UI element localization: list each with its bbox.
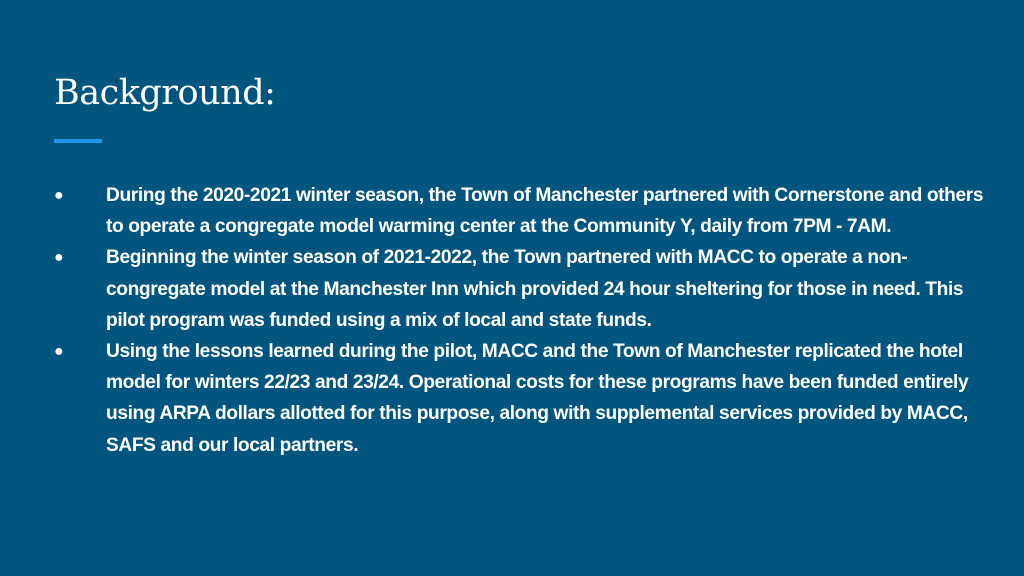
bullet-text: Beginning the winter season of 2021-2022, the Town partnered with MACC to operate a non-congregate model at the Manchester Inn which provided 24 hour sheltering for those in need. This pilot program was funded using a mix of local and state funds. [106, 247, 964, 331]
bullet-item [54, 336, 984, 461]
slide-title: Background: [54, 73, 276, 113]
bullet-dot-icon: ● [54, 187, 64, 204]
bullet-item [54, 242, 984, 336]
bullet-dot-icon: ● [54, 343, 64, 361]
bullet-text: Using the lessons learned during the pilot, MACC and the Town of Manchester replicated the hotel model for winters 22/23 and 23/24. Operational costs for these programs have been funded entirely using ARPA dollars allotted for this purpose, along with supplemental services provided by MACC, SAFS and our local partners. [106, 341, 969, 456]
title-accent-bar [54, 139, 102, 143]
bullet-dot-icon: ● [54, 249, 64, 267]
bullet-item [54, 180, 984, 242]
bullet-list [54, 180, 984, 461]
bullet-text: During the 2020-2021 winter season, the Town of Manchester partnered with Cornerstone and others to operate a congregate model warming center at the Community Y, daily from 7PM - 7AM. [106, 185, 984, 238]
